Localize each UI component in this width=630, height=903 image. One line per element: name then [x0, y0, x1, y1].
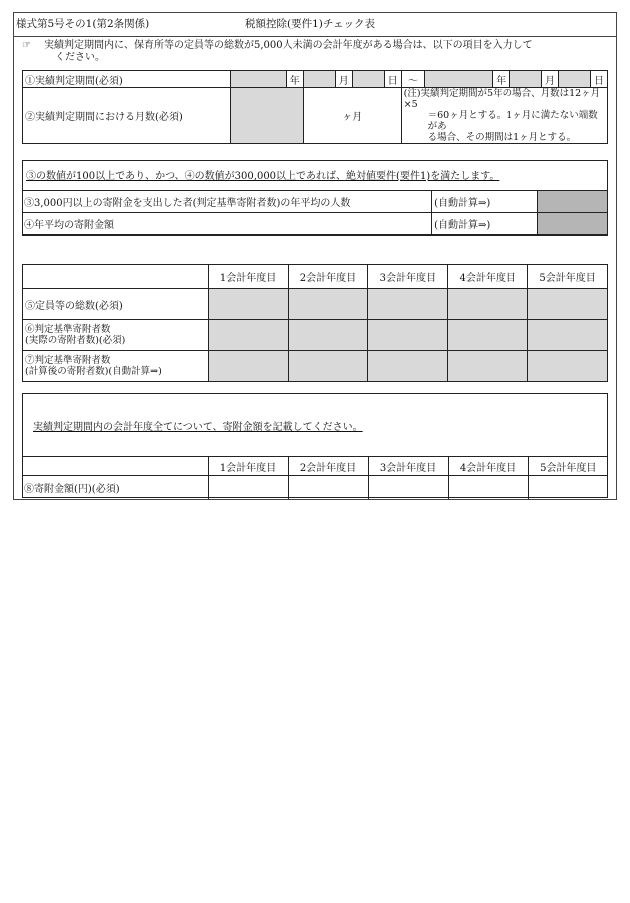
- period-table: [22, 70, 608, 144]
- pointing-hand-icon: ☞: [22, 40, 31, 51]
- start-year-input[interactable]: [231, 71, 286, 88]
- form-number: 様式第5号その1(第2条関係): [16, 18, 150, 30]
- years-table: [22, 264, 608, 382]
- row8-y4-input[interactable]: [448, 476, 528, 499]
- start-month-input[interactable]: [303, 71, 335, 88]
- years-header-blank: [23, 265, 209, 289]
- tilde-separator: ～: [401, 71, 424, 88]
- year-unit-label-end: 年: [493, 71, 510, 88]
- header-divider: [13, 36, 617, 37]
- row5-y4-input[interactable]: [448, 289, 528, 320]
- row7-y3-value: [368, 351, 448, 382]
- form-title: 税額控除(要件1)チェック表: [245, 18, 376, 30]
- row7-y1-value: [208, 351, 288, 382]
- donations-instruction: 実績判定期間内の会計年度全てについて、寄附金額を記載してください。: [33, 422, 363, 433]
- end-month-input[interactable]: [510, 71, 542, 88]
- year-col-5: 5会計年度目: [528, 265, 608, 289]
- row6-label: [23, 320, 209, 351]
- row5-label: ⑤定員等の総数(必須): [23, 289, 209, 320]
- row5-y2-input[interactable]: [288, 289, 368, 320]
- row4-label: ④年平均の寄附金額: [22, 213, 432, 235]
- row3-label: ③3,000円以上の寄附金を支出した者(判定基準寄附者数)の年平均の人数: [22, 191, 432, 213]
- row6-y5-input[interactable]: [528, 320, 608, 351]
- day-unit-label: 日: [384, 71, 401, 88]
- start-day-input[interactable]: [352, 71, 384, 88]
- row7-y2-value: [288, 351, 368, 382]
- row6-label-b: (実際の寄附者数)(必須): [25, 335, 126, 346]
- end-year-input[interactable]: [425, 71, 493, 88]
- input-note: [22, 40, 612, 64]
- row8-y2-input[interactable]: [288, 476, 368, 499]
- row3-value: [538, 191, 608, 213]
- donation-col-3: 3会計年度目: [368, 457, 448, 476]
- year-col-4: 4会計年度目: [448, 265, 528, 289]
- donation-col-4: 4会計年度目: [448, 457, 528, 476]
- months-remark: [401, 88, 607, 144]
- donation-col-1: 1会計年度目: [208, 457, 288, 476]
- row3-auto: (自動計算⇒): [432, 191, 538, 213]
- row4-value: [538, 213, 608, 235]
- remark-line-2: ＝60ヶ月とする。1ヶ月に満たない端数があ: [427, 110, 598, 132]
- remark-line-3: る場合、その期間は1ヶ月とする。: [427, 132, 577, 143]
- row8-y3-input[interactable]: [368, 476, 448, 499]
- note-line-2: ください。: [55, 52, 105, 63]
- row5-y3-input[interactable]: [368, 289, 448, 320]
- donation-col-2: 2会計年度目: [288, 457, 368, 476]
- year-col-1: 1会計年度目: [208, 265, 288, 289]
- row7-y4-value: [448, 351, 528, 382]
- row6-y2-input[interactable]: [288, 320, 368, 351]
- note-line-1: 実績判定期間内に、保育所等の定員等の総数が5,000人未満の会計年度がある場合は、以下の項目を入力して: [44, 40, 533, 51]
- year-col-2: 2会計年度目: [288, 265, 368, 289]
- row6-y3-input[interactable]: [368, 320, 448, 351]
- row6-y1-input[interactable]: [208, 320, 288, 351]
- absolute-condition-text: ③の数値が100以上であり、かつ、④の数値が300,000以上であれば、絶対値要件(要件1)を満たします。: [26, 171, 500, 182]
- month-unit-label-end: 月: [542, 71, 559, 88]
- row8-y5-input[interactable]: [528, 476, 608, 499]
- day-unit-label-end: 日: [590, 71, 607, 88]
- month-unit-label: 月: [335, 71, 352, 88]
- row5-y5-input[interactable]: [528, 289, 608, 320]
- row8-label: ⑧寄附金額(円)(必須): [22, 476, 208, 499]
- remark-line-1: (注)実績判定期間が5年の場合、月数は12ヶ月×5: [403, 88, 601, 110]
- end-day-input[interactable]: [559, 71, 591, 88]
- row6-label-a: ⑥判定基準寄附者数: [25, 324, 111, 335]
- row7-label: [23, 351, 209, 382]
- donations-header-blank: [22, 457, 208, 476]
- donation-col-5: 5会計年度目: [528, 457, 608, 476]
- row8-y1-input[interactable]: [208, 476, 288, 499]
- row4-auto: (自動計算⇒): [432, 213, 538, 235]
- row7-label-b: (計算後の寄附者数)(自動計算⇒): [25, 366, 162, 377]
- months-input[interactable]: [231, 88, 303, 144]
- months-label: ②実績判定期間における月数(必須): [23, 88, 231, 144]
- year-unit-label: 年: [286, 71, 303, 88]
- row7-y5-value: [528, 351, 608, 382]
- period-label: ①実績判定期間(必須): [23, 71, 231, 88]
- donations-table: [22, 456, 608, 499]
- row5-y1-input[interactable]: [208, 289, 288, 320]
- row7-label-a: ⑦判定基準寄附者数: [25, 355, 111, 366]
- absolute-table: [22, 190, 608, 235]
- months-unit: ヶ月: [303, 88, 401, 144]
- year-col-3: 3会計年度目: [368, 265, 448, 289]
- row6-y4-input[interactable]: [448, 320, 528, 351]
